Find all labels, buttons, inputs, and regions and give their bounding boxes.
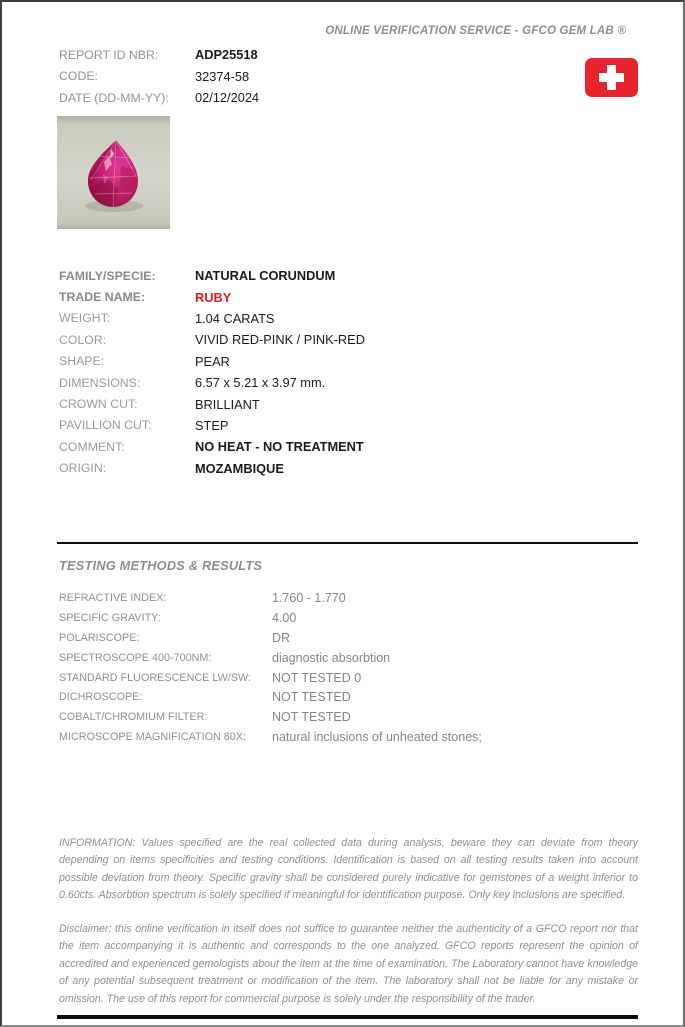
code-row (59, 66, 259, 88)
table-row (59, 415, 365, 436)
table-row (59, 286, 365, 307)
comment-label: COMMENT: (59, 439, 125, 454)
crown-cut-label: CROWN CUT: (59, 397, 138, 412)
report-id-row (59, 44, 259, 66)
disclaimer-paragraph: Disclaimer: this online verification in itself does not suffice to guarantee neither the authenticity of a GFCO report nor that the item accompanying it is authentic and corresponds to the one analyzed. GFCO reports represent the opinion of accredited and experienced gemologists about the item at the time of examination. The Laboratory cannot have knowledge of any potential subsequent treatment or modification of the item. The laboratory shall not be liable for any mistake or omission. The use of this report for commercial purpose is solely under the responsibility of the trader. (59, 923, 638, 1005)
table-row (59, 351, 365, 372)
origin-label: ORIGIN: (59, 461, 107, 476)
service-title: ONLINE VERIFICATION SERVICE - GFCO GEM LAB ® (325, 25, 626, 37)
origin-value: MOZAMBIQUE (195, 460, 284, 476)
code-value: 32374-58 (195, 68, 250, 84)
family-specie-value: NATURAL CORUNDUM (195, 268, 336, 284)
specific-gravity-label: SPECIFIC GRAVITY: (59, 611, 161, 624)
table-row (59, 608, 482, 628)
table-row (59, 329, 365, 350)
table-row (59, 687, 482, 707)
table-row (59, 648, 482, 668)
polariscope-value: DR (272, 630, 291, 645)
table-row (59, 308, 365, 329)
report-id-value: ADP25518 (195, 47, 258, 63)
spectroscope-label: SPECTROSCOPE 400-700NM: (59, 651, 212, 664)
dichroscope-value: NOT TESTED (272, 690, 351, 705)
cobalt-chromium-filter-label: COBALT/CHROMIUM FILTER: (59, 711, 208, 724)
color-label: COLOR: (59, 332, 107, 347)
pavillion-cut-value: STEP (195, 417, 229, 433)
table-row (59, 668, 482, 688)
weight-label: WEIGHT: (59, 311, 111, 326)
crown-cut-value: BRILLIANT (195, 396, 260, 412)
swiss-cross-horizontal (599, 73, 624, 82)
cobalt-chromium-filter-value: NOT TESTED (272, 710, 351, 725)
shape-value: PEAR (195, 353, 230, 369)
fluorescence-label: STANDARD FLUORESCENCE LW/SW: (59, 671, 251, 684)
trade-name-label: TRADE NAME: (59, 290, 146, 305)
information-paragraph: INFORMATION: Values specified are the real collected data during analysis, beware they can deviate from theory depending on items specificities and testing conditions. Identification is based on all testing results taken into account possible deviation from theory. Specific gravity shall be considered purely indicative for gemstones of a weight inferior to 0.60cts. Absorbtion spectrum is solely specified if meaningful for identification purpose. Only key inclusions are specified. (59, 837, 638, 902)
table-row (59, 436, 365, 457)
microscope-label: MICROSCOPE MAGNIFICATION 80X: (59, 731, 246, 744)
microscope-value: natural inclusions of unheated stones; (272, 730, 482, 745)
family-specie-label: FAMILY/SPECIE: (59, 268, 156, 283)
date-value: 02/12/2024 (195, 90, 260, 106)
gemstone-photo (57, 116, 170, 229)
table-row (59, 707, 482, 727)
swiss-flag-icon (585, 58, 638, 97)
trade-name-value: RUBY (195, 289, 232, 305)
refractive-index-label: REFRACTIVE INDEX: (59, 591, 167, 604)
dimensions-label: DIMENSIONS: (59, 375, 141, 390)
testing-section-title: TESTING METHODS & RESULTS (59, 558, 263, 573)
report-header-fields (59, 44, 259, 109)
table-row (59, 727, 482, 747)
ruby-photo-illustration (57, 116, 170, 229)
table-row (59, 372, 365, 393)
date-label: DATE (DD-MM-YY): (59, 90, 169, 105)
bottom-rule-line (57, 1015, 638, 1019)
spectroscope-value: diagnostic absorbtion (272, 650, 391, 665)
table-row (59, 265, 365, 286)
comment-value: NO HEAT - NO TREATMENT (195, 439, 364, 455)
polariscope-label: POLARISCOPE: (59, 631, 140, 644)
report-id-label: REPORT ID NBR: (59, 47, 159, 62)
specific-gravity-value: 4.00 (272, 610, 297, 625)
table-row (59, 628, 482, 648)
weight-value: 1.04 CARATS (195, 310, 275, 326)
refractive-index-value: 1.760 - 1.770 (272, 590, 346, 605)
section-divider-line (57, 542, 638, 544)
table-row (59, 458, 365, 479)
table-row (59, 393, 365, 414)
identification-table (59, 265, 365, 479)
dimensions-value: 6.57 x 5.21 x 3.97 mm. (195, 375, 326, 391)
date-row (59, 87, 259, 109)
testing-results-table (59, 588, 482, 747)
color-value: VIVID RED-PINK / PINK-RED (195, 332, 365, 348)
shape-label: SHAPE: (59, 354, 105, 369)
fluorescence-value: NOT TESTED 0 (272, 670, 362, 685)
code-label: CODE: (59, 69, 98, 84)
dichroscope-label: DICHROSCOPE: (59, 691, 143, 704)
pavillion-cut-label: PAVILLION CUT: (59, 418, 152, 433)
table-row (59, 588, 482, 608)
